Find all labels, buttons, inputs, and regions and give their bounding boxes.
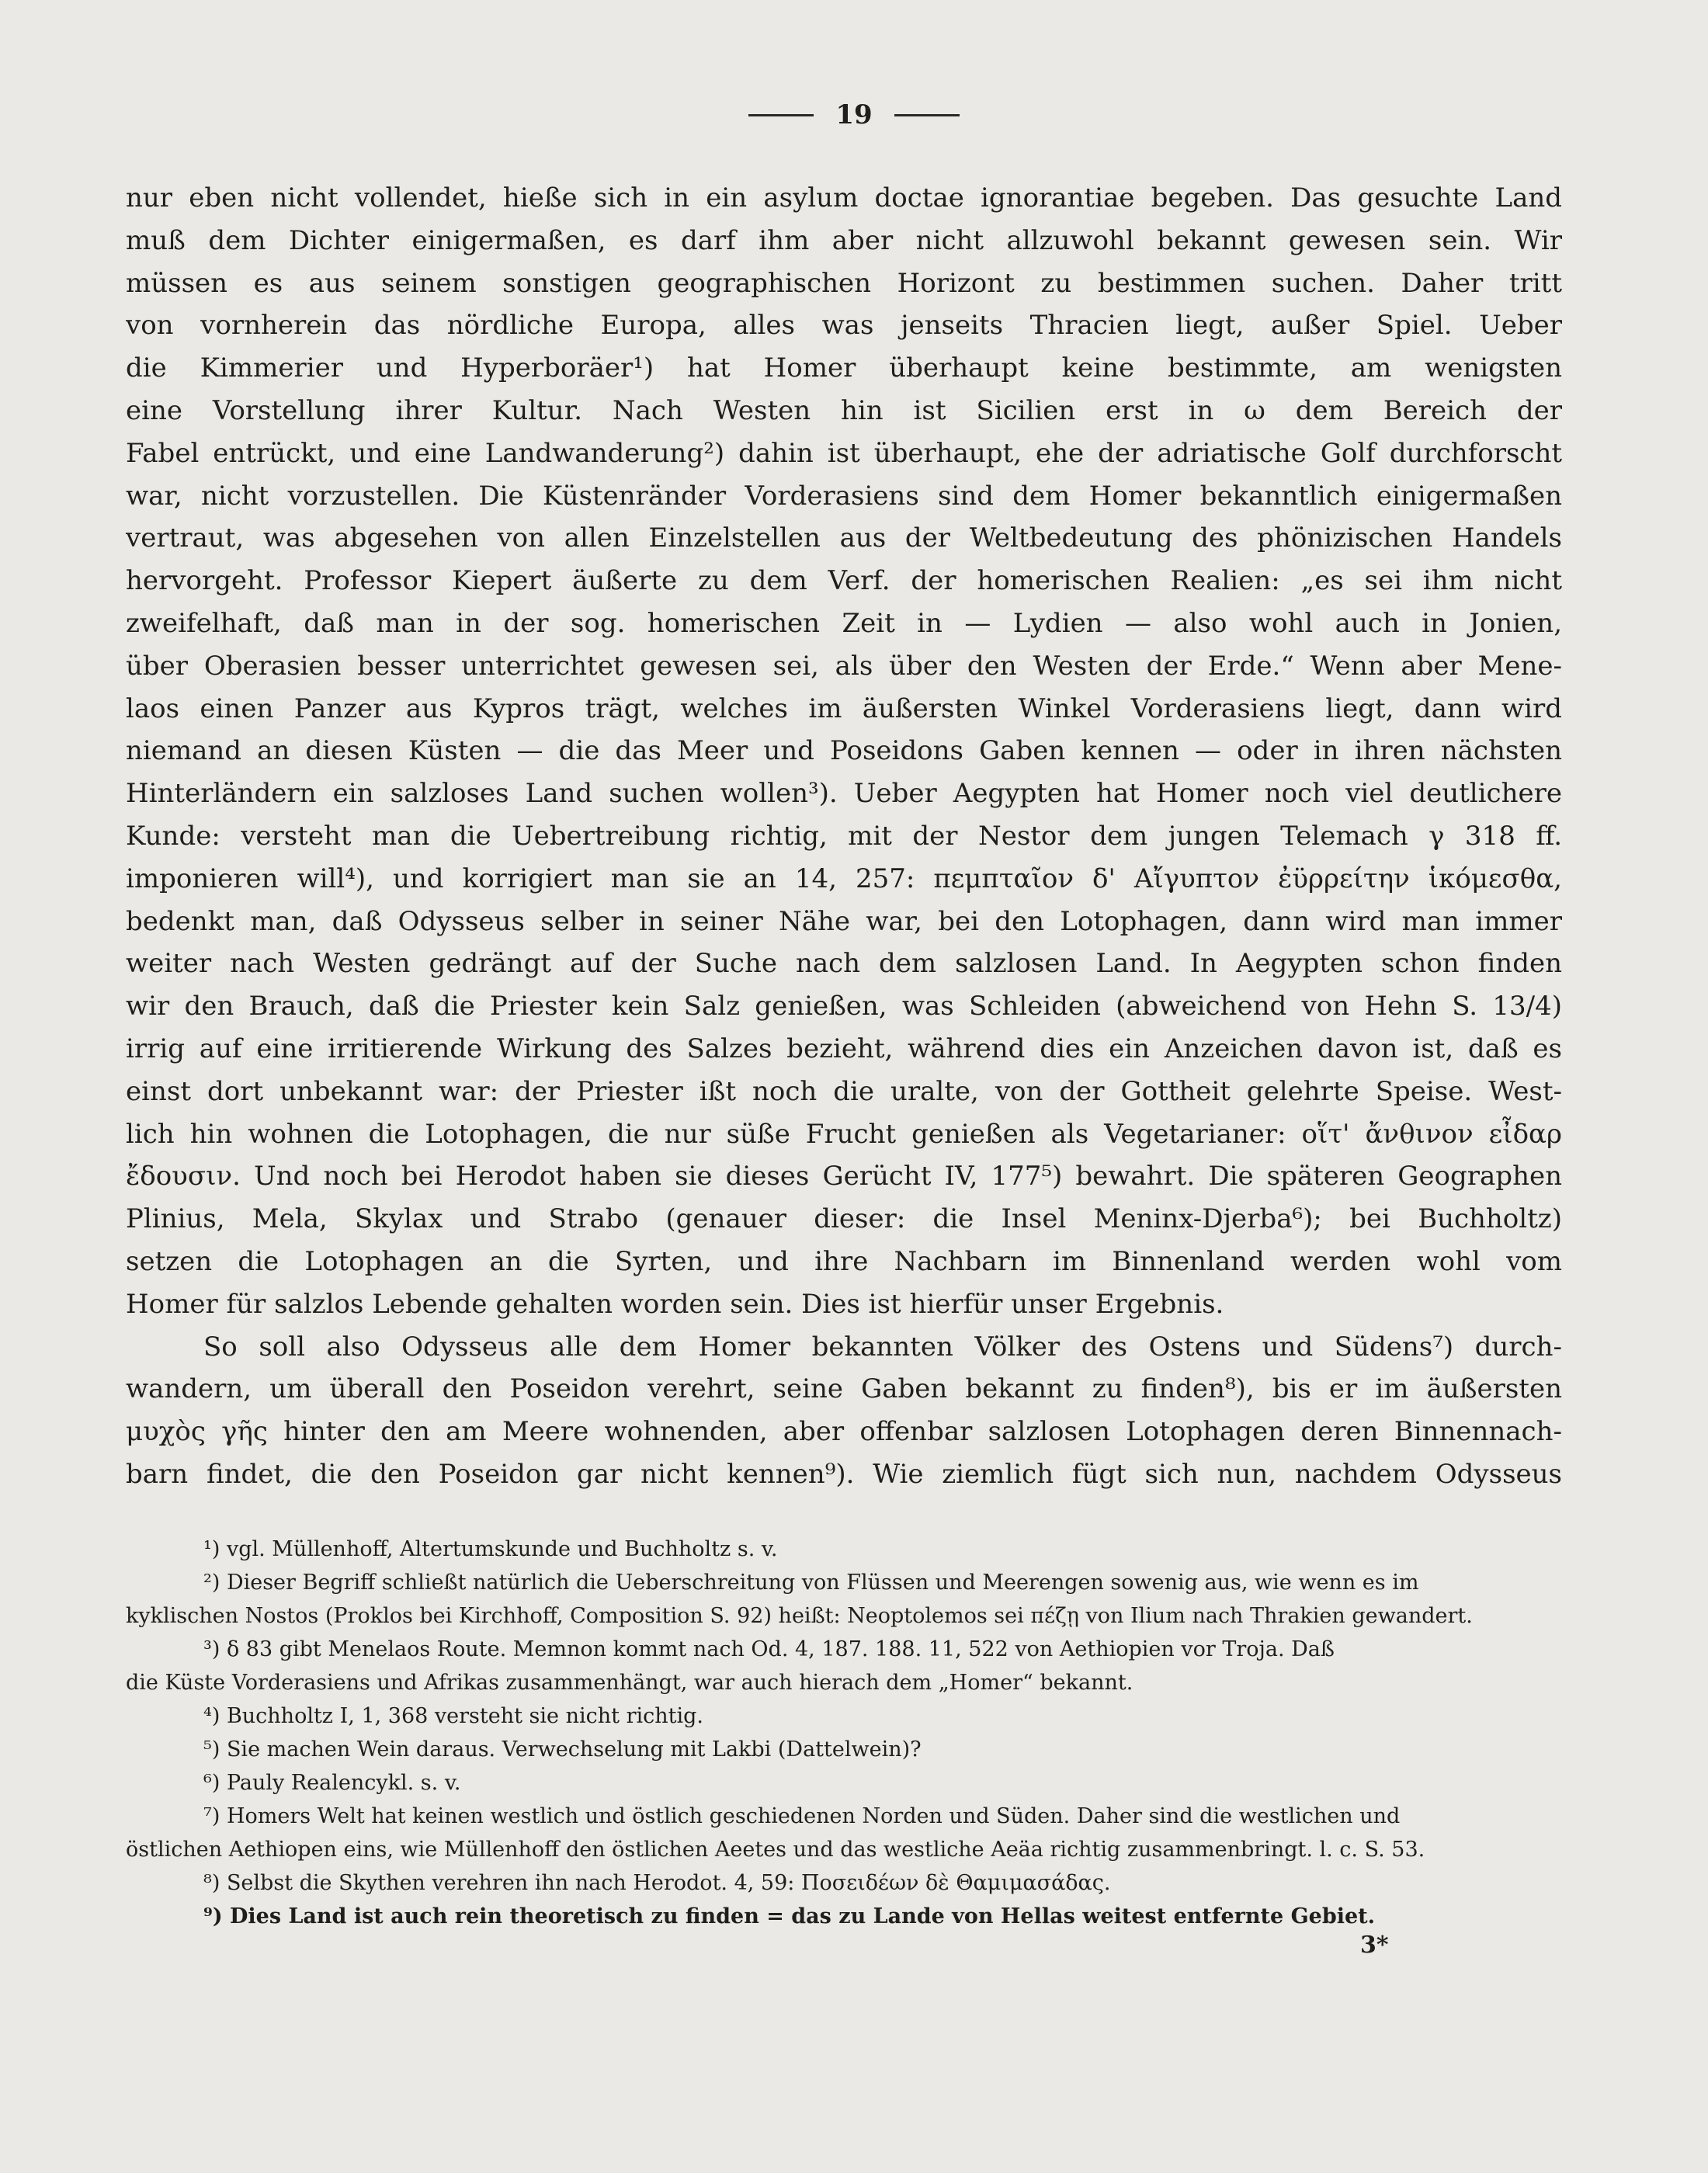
- footnote: ⁶) Pauly Realencykl. s. v.: [203, 1771, 461, 1795]
- footnote: ⁵) Sie machen Wein daraus. Verwechselung mit Lakbi (Dattelwein)?: [203, 1737, 922, 1762]
- body-line: Homer für salzlos Lebende gehalten worden sein. Dies ist hierfür unser Ergebnis.: [126, 1288, 1224, 1320]
- signature-mark: 3*: [1360, 1932, 1389, 1959]
- footnote: ⁹) Dies Land ist auch rein theoretisch zu finden = das zu Lande von Hellas weitest entfernte Gebiet.: [203, 1904, 1376, 1928]
- body-line: einst dort unbekannt war: der Priester ißt noch die uralte, von der Gottheit gelehrte Speise. West-: [126, 1075, 1562, 1107]
- footnote-continuation: kyklischen Nostos (Proklos bei Kirchhoff, Composition S. 92) heißt: Neoptolemos sei πέζῃ von Ilium nach Thrakien gewandert.: [126, 1604, 1473, 1628]
- footnote: ⁸) Selbst die Skythen verehren ihn nach Herodot. 4, 59: Ποσειδέων δὲ Θαμιμασάδας.: [203, 1871, 1111, 1895]
- footnote-continuation: östlichen Aethiopen eins, wie Müllenhoff den östlichen Aeetes und das westliche Aeäa richtig zusammenbringt. l. c. S. 53.: [126, 1838, 1425, 1862]
- body-line: muß dem Dichter einigermaßen, es darf ihm aber nicht allzuwohl bekannt gewesen sein. Wir: [126, 224, 1562, 256]
- body-line: müssen es aus seinem sonstigen geographischen Horizont zu bestimmen suchen. Daher tritt: [126, 267, 1562, 299]
- body-line: hervorgeht. Professor Kiepert äußerte zu dem Verf. der homerischen Realien: „es sei ihm nicht: [126, 565, 1562, 597]
- body-line: setzen die Lotophagen an die Syrten, und ihre Nachbarn im Binnenland werden wohl vom: [126, 1245, 1562, 1277]
- body-line: niemand an diesen Küsten — die das Meer und Poseidons Gaben kennen — oder in ihren nächsten: [126, 735, 1562, 767]
- page-number: 19: [835, 99, 873, 130]
- body-line: vertraut, was abgesehen von allen Einzelstellen aus der Weltbedeutung des phönizischen Handels: [126, 522, 1562, 554]
- footnote-continuation: die Küste Vorderasiens und Afrikas zusammenhängt, war auch hierach dem „Homer“ bekannt.: [126, 1671, 1133, 1695]
- body-line: Kunde: versteht man die Uebertreibung richtig, mit der Nestor dem jungen Telemach γ 318 ff.: [126, 820, 1562, 852]
- body-line: So soll also Odysseus alle dem Homer bekannten Völker des Ostens und Südens⁷) durch-: [203, 1331, 1562, 1362]
- body-text: [126, 177, 1562, 1496]
- body-line: lich hin wohnen die Lotophagen, die nur süße Frucht genießen als Vegetarianer: οἵτ' ἄνθινον εἶδαρ: [126, 1118, 1562, 1150]
- body-line: irrig auf eine irritierende Wirkung des Salzes bezieht, während dies ein Anzeichen davon ist, daß es: [126, 1033, 1562, 1064]
- body-line: imponieren will⁴), und korrigiert man sie an 14, 257: πεμπταῖον δ' Αἴγυπτον ἐϋρρείτην ἱκόμεσθα,: [126, 863, 1562, 894]
- body-line: laos einen Panzer aus Kypros trägt, welches im äußersten Winkel Vorderasiens liegt, dann wird: [126, 693, 1562, 724]
- footnote: ⁴) Buchholtz I, 1, 368 versteht sie nicht richtig.: [203, 1704, 703, 1728]
- body-line: eine Vorstellung ihrer Kultur. Nach Westen hin ist Sicilien erst in ω dem Bereich der: [126, 394, 1562, 426]
- footnotes: [126, 1533, 1562, 1933]
- page-header: [0, 99, 1708, 130]
- header-dash-left: [748, 114, 814, 116]
- body-line: Hinterländern ein salzloses Land suchen wollen³). Ueber Aegypten hat Homer noch viel deutlichere: [126, 778, 1562, 810]
- body-line: die Kimmerier und Hyperboräer¹) hat Homer überhaupt keine bestimmte, am wenigsten: [126, 352, 1562, 384]
- body-line: bedenkt man, daß Odysseus selber in seiner Nähe war, bei den Lotophagen, dann wird man immer: [126, 905, 1562, 937]
- body-line: war, nicht vorzustellen. Die Küstenränder Vorderasiens sind dem Homer bekanntlich einigermaßen: [126, 480, 1562, 512]
- body-line: wir den Brauch, daß die Priester kein Salz genießen, was Schleiden (abweichend von Hehn S. 13/4): [126, 991, 1562, 1022]
- body-line: Plinius, Mela, Skylax und Strabo (genauer dieser: die Insel Meninx-Djerba⁶); bei Buchholtz): [126, 1203, 1562, 1235]
- header-dash-right: [894, 114, 960, 116]
- body-line: über Oberasien besser unterrichtet gewesen sei, als über den Westen der Erde.“ Wenn aber Mene-: [126, 650, 1562, 682]
- body-line: Fabel entrückt, und eine Landwanderung²) dahin ist überhaupt, ehe der adriatische Golf durchforscht: [126, 437, 1562, 469]
- body-line: weiter nach Westen gedrängt auf der Suche nach dem salzlosen Land. In Aegypten schon finden: [126, 948, 1562, 980]
- body-line: nur eben nicht vollendet, hieße sich in ein asylum doctae ignorantiae begeben. Das gesuchte Land: [126, 182, 1562, 213]
- body-line: zweifelhaft, daß man in der sog. homerischen Zeit in — Lydien — also wohl auch in Jonien,: [126, 607, 1562, 639]
- footnote: ²) Dieser Begriff schließt natürlich die Ueberschreitung von Flüssen und Meerengen sowenig aus, wie wenn es im: [203, 1571, 1419, 1595]
- footnote: ¹) vgl. Müllenhoff, Altertumskunde und Buchholtz s. v.: [203, 1537, 778, 1561]
- body-line: μυχὸς γῆς hinter den am Meere wohnenden, aber offenbar salzlosen Lotophagen deren Binnennach-: [126, 1416, 1562, 1448]
- footnote: ⁷) Homers Welt hat keinen westlich und östlich geschiedenen Norden und Süden. Daher sind die westlichen und: [203, 1804, 1401, 1828]
- footnote: ³) δ 83 gibt Menelaos Route. Memnon kommt nach Od. 4, 187. 188. 11, 522 von Aethiopien vor Troja. Daß: [203, 1637, 1335, 1661]
- body-line: ἔδουσιν. Und noch bei Herodot haben sie dieses Gerücht IV, 177⁵) bewahrt. Die späteren Geographen: [126, 1161, 1562, 1192]
- body-line: von vornherein das nördliche Europa, alles was jenseits Thracien liegt, außer Spiel. Ueber: [126, 310, 1562, 342]
- body-line: wandern, um überall den Poseidon verehrt, seine Gaben bekannt zu finden⁸), bis er im äußersten: [126, 1373, 1562, 1405]
- body-line: barn findet, die den Poseidon gar nicht kennen⁹). Wie ziemlich fügt sich nun, nachdem Odysseus: [126, 1458, 1562, 1490]
